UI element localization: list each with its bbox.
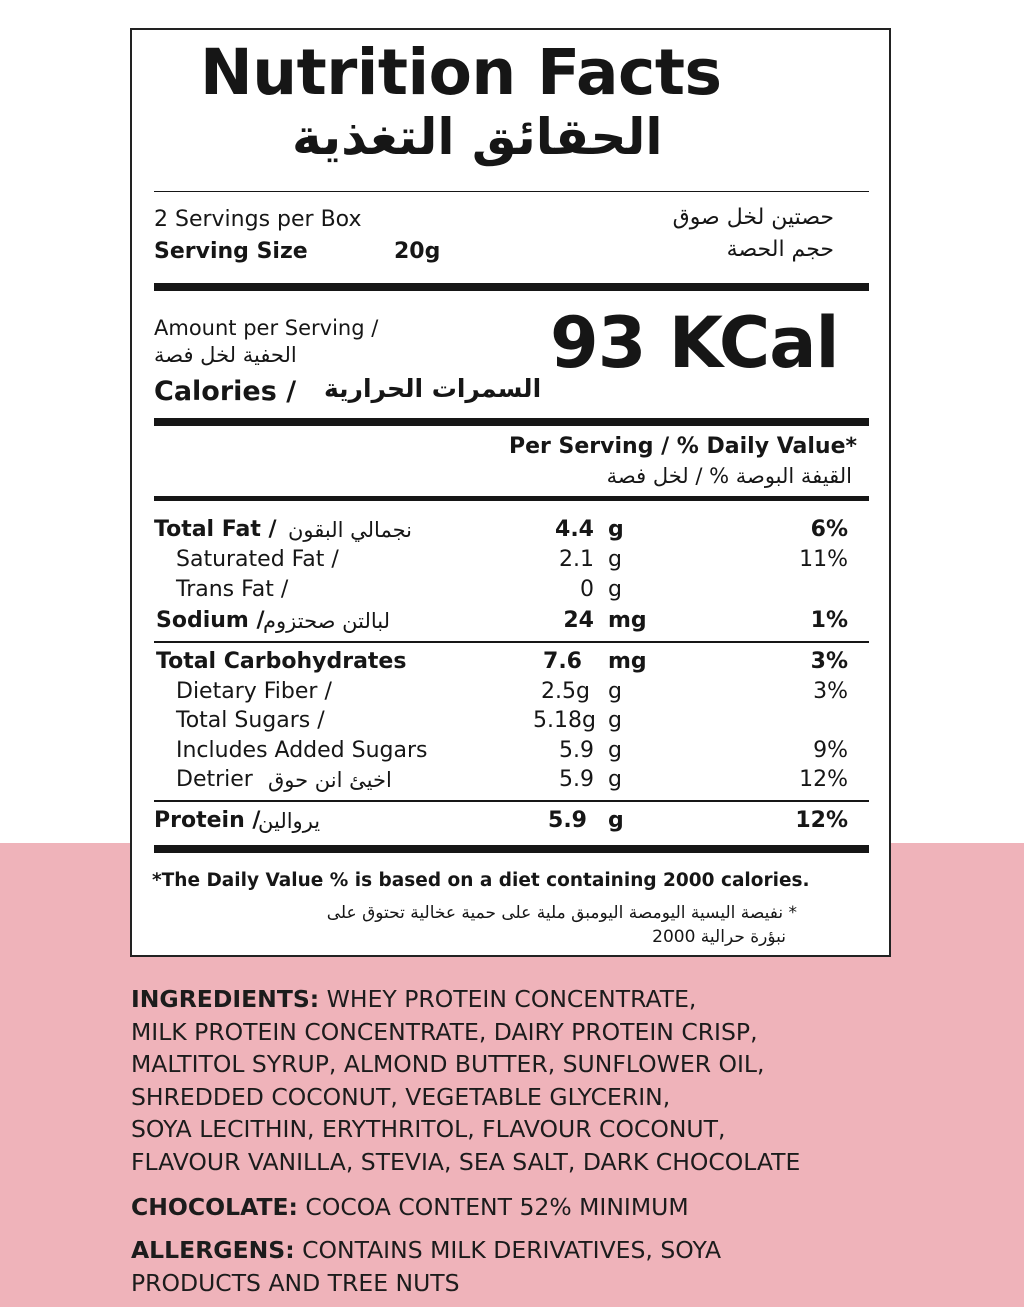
serving-size-arabic: حجم الحصة: [726, 237, 834, 262]
nutrient-value: 2.1: [559, 547, 594, 572]
nutrient-unit: g: [608, 547, 622, 572]
nutrient-name: Total Sugars /: [176, 708, 325, 733]
nutrient-name: Saturated Fat /: [176, 547, 339, 572]
nutrient-value: 5.9: [559, 767, 594, 792]
nutrient-name: Trans Fat /: [176, 577, 289, 602]
nutrient-name: Detrier: [176, 767, 253, 792]
serving-size-label: Serving Size: [154, 239, 308, 264]
ingredients-text: MALTITOL SYRUP, ALMOND BUTTER, SUNFLOWER OIL,: [131, 1050, 765, 1078]
nutrient-unit: g: [608, 767, 622, 792]
calories-label: Calories /: [154, 376, 297, 407]
calories-value: 93 KCal: [550, 302, 839, 384]
nutrient-value: 24: [563, 608, 594, 633]
nutrient-unit: g: [608, 738, 622, 763]
calories-label-arabic: السمرات الحرارية: [324, 374, 542, 403]
nutrient-value: 5.9: [559, 738, 594, 763]
nutrient-daily-value: 1%: [810, 608, 848, 633]
column-header: Per Serving / % Daily Value*: [508, 434, 857, 459]
nutrient-name-arabic: يروالين: [258, 809, 321, 833]
nutrient-value: 0: [580, 577, 594, 602]
amount-per-serving-arabic: الحفية لخل فصة: [154, 343, 297, 367]
title-arabic: الحقائق التغذية: [292, 108, 663, 166]
title-english: Nutrition Facts: [200, 36, 722, 109]
chocolate-text: COCOA CONTENT 52% MINIMUM: [297, 1193, 689, 1221]
nutrient-value: 4.4: [555, 517, 594, 542]
ingredients-text: WHEY PROTEIN CONCENTRATE,: [319, 985, 697, 1013]
nutrient-daily-value: 12%: [799, 767, 848, 792]
ingredients-text: MILK PROTEIN CONCENTRATE, DAIRY PROTEIN CRISP,: [131, 1017, 758, 1046]
nutrient-unit: g: [608, 517, 624, 542]
nutrient-name: Protein /: [154, 808, 261, 833]
nutrient-name-arabic: نجمالي البقون: [288, 518, 412, 542]
servings-per-box: 2 Servings per Box: [154, 207, 362, 232]
nutrition-facts-panel: [130, 28, 891, 957]
amount-per-serving: Amount per Serving /: [154, 316, 379, 340]
nutrient-name: Includes Added Sugars: [176, 738, 428, 763]
nutrient-name-arabic: اخيئ انن حوق: [268, 768, 392, 792]
ingredients-text: SHREDDED COCONUT, VEGETABLE GLYCERIN,: [131, 1082, 671, 1111]
nutrient-value: 5.9: [548, 808, 587, 833]
footnote-arabic-line2: نبؤرة حرالية 2000: [652, 927, 786, 947]
allergens-text: CONTAINS MILK DERIVATIVES, SOYA: [294, 1236, 722, 1264]
nutrient-unit: mg: [608, 608, 647, 633]
chocolate-block: [131, 1191, 901, 1224]
allergens-text: PRODUCTS AND TREE NUTS: [131, 1268, 460, 1297]
nutrient-daily-value: 9%: [813, 738, 848, 763]
allergens-block: [131, 1234, 901, 1299]
divider: [154, 191, 869, 192]
divider: [154, 641, 869, 643]
nutrient-daily-value: 3%: [813, 679, 848, 704]
nutrient-unit: g: [608, 708, 622, 733]
nutrient-daily-value: 6%: [810, 517, 848, 542]
column-header-arabic: القيفة البوصة % / لخل فصة: [606, 464, 852, 488]
divider-thick: [154, 283, 869, 291]
nutrient-value: 5.18g: [533, 708, 596, 733]
nutrient-unit: g: [608, 577, 622, 602]
ingredients-text: FLAVOUR VANILLA, STEVIA, SEA SALT, DARK CHOCOLATE: [131, 1147, 801, 1176]
nutrient-unit: mg: [608, 649, 647, 674]
serving-size-value: 20g: [394, 239, 441, 264]
footnote: *The Daily Value % is based on a diet containing 2000 calories.: [152, 870, 810, 891]
divider-thick: [154, 845, 869, 853]
ingredients-text: SOYA LECITHIN, ERYTHRITOL, FLAVOUR COCONUT,: [131, 1115, 726, 1143]
nutrient-unit: g: [608, 679, 622, 704]
servings-per-box-arabic: حصتين لخل صوق: [672, 205, 834, 230]
nutrient-name: Total Carbohydrates: [156, 649, 407, 674]
divider: [154, 800, 869, 802]
nutrient-name-arabic: لبالتن صحتزوم: [263, 609, 390, 633]
nutrient-unit: g: [608, 808, 624, 833]
nutrient-name: Dietary Fiber /: [176, 679, 332, 704]
nutrient-daily-value: 12%: [795, 808, 848, 833]
nutrient-daily-value: 11%: [799, 547, 848, 572]
divider-thick: [154, 496, 869, 501]
ingredients-label: INGREDIENTS:: [131, 985, 320, 1013]
nutrient-name: Total Fat /: [154, 517, 277, 542]
footnote-arabic-line1: * نفيصة اليسية اليومصة اليومبق ملية على حمية عخالية تحتوق على: [326, 903, 797, 923]
nutrient-name: Sodium /: [156, 608, 265, 633]
allergens-label: ALLERGENS:: [131, 1236, 295, 1264]
nutrient-value: 2.5g: [541, 679, 590, 704]
nutrient-value: 7.6: [543, 649, 582, 674]
nutrient-daily-value: 3%: [810, 649, 848, 674]
ingredients-block: [131, 983, 901, 1178]
chocolate-label: CHOCOLATE:: [131, 1193, 298, 1221]
divider-thick: [154, 418, 869, 426]
